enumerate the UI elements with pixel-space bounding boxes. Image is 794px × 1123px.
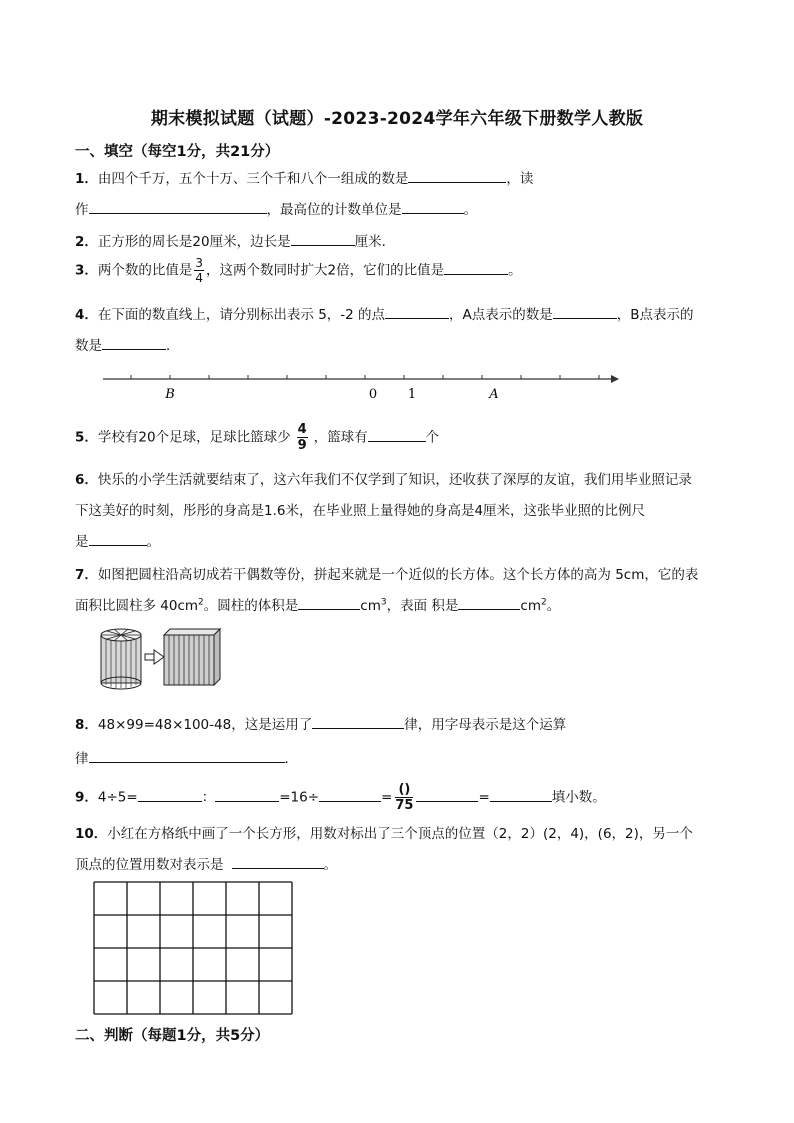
question-text: 厘米． [354, 234, 396, 250]
grid-paper-figure [93, 881, 295, 1017]
answer-blank[interactable] [490, 789, 552, 802]
fraction: $\frac{()}{75}$ [395, 782, 414, 813]
question-text: 。 [146, 534, 160, 550]
question-text: 是 [75, 534, 89, 550]
question-text: 在下面的数直线上，请分别标出表示 5，-2 的点 [97, 307, 386, 323]
answer-blank[interactable] [416, 789, 478, 802]
answer-blank[interactable] [385, 306, 449, 319]
question-7-line-2 [75, 594, 560, 614]
cylinder-shape [101, 629, 141, 689]
question-text: 学校有20个足球，足球比篮球少 [97, 429, 291, 446]
question-number: 8． [75, 717, 98, 733]
question-text: ． [284, 751, 298, 767]
question-text: 面积比圆柱多 40cm [75, 598, 199, 614]
question-6-line-3 [75, 530, 160, 550]
question-text: 顶点的位置用数对表示是 [75, 857, 224, 873]
question-5 [75, 423, 439, 452]
number-line-arrow [611, 375, 619, 383]
question-text: 。 [323, 857, 337, 873]
question-8-line-2 [75, 747, 298, 767]
label-1: 1 [407, 387, 417, 402]
question-text: 快乐的小学生活就要结束了，这六年我们不仅学到了知识，还收获了深厚的友谊，我们用毕业照记录 [97, 472, 692, 488]
number-line-figure [95, 365, 625, 405]
answer-blank[interactable] [89, 750, 285, 763]
question-text: cm [520, 598, 541, 614]
question-6-line-2: 下这美好的时刻，彤彤的身高是1.6米，在毕业照上量得她的身高是4厘米，这张毕业照的比例尺 [75, 503, 646, 519]
question-text: ，最高位的计数单位是 [266, 202, 402, 218]
question-8-line-1 [75, 713, 566, 733]
superscript: 2 [198, 597, 204, 608]
question-number: 1． [75, 171, 98, 187]
question-number: 9． [75, 789, 98, 806]
question-number: 3． [75, 262, 98, 279]
question-text: ，A点表示的数是 [449, 307, 553, 323]
answer-blank[interactable] [298, 597, 360, 610]
page-title: 期末模拟试题（试题）-2023-2024学年六年级下册数学人教版 [150, 109, 644, 129]
superscript: 3 [380, 597, 387, 608]
label-b: B [165, 387, 175, 402]
question-number: 4． [75, 307, 98, 323]
answer-blank[interactable] [458, 597, 520, 610]
question-6-line-1 [75, 468, 692, 488]
question-text: 。圆柱的体积是 [203, 598, 299, 614]
question-text: 律，用字母表示是这个运算 [404, 717, 567, 733]
label-a: A [489, 387, 499, 402]
question-1-line-2 [75, 198, 477, 218]
answer-blank[interactable] [319, 789, 381, 802]
question-4-line-2 [75, 334, 180, 354]
question-4-line-1 [75, 303, 694, 323]
question-number: 2． [75, 234, 98, 250]
question-text: 4÷5= [97, 789, 138, 806]
label-0: 0 [368, 387, 378, 402]
question-text: ，这两个数同时扩大2倍，它们的比值是 [206, 262, 445, 279]
question-text: 正方形的周长是20厘米，边长是 [97, 234, 291, 250]
fraction: $\frac{4}{9}$ [297, 422, 307, 453]
question-text: 如图把圆柱沿高切成若干偶数等份，拼起来就是一个近似的长方体。这个长方体的高为 5cm，它的表 [97, 567, 699, 583]
question-10-line-2 [75, 853, 337, 873]
question-text: ，读 [506, 171, 534, 187]
answer-blank[interactable] [553, 306, 617, 319]
question-text: 填小数。 [551, 789, 606, 806]
question-number: 5． [75, 429, 98, 446]
question-text: 。 [463, 202, 477, 218]
answer-blank[interactable] [102, 337, 166, 350]
question-number: 10． [75, 826, 108, 842]
question-3 [75, 257, 522, 284]
question-text: ，表面 积是 [386, 598, 459, 614]
question-text: ： [201, 789, 216, 806]
question-text: 两个数的比值是 [97, 262, 193, 279]
answer-blank[interactable] [402, 201, 464, 214]
question-text: =16÷ [279, 789, 320, 806]
answer-blank[interactable] [368, 429, 426, 442]
question-9 [75, 783, 606, 812]
answer-blank[interactable] [138, 789, 202, 802]
cylinder-to-cuboid-figure [98, 625, 228, 695]
arrow-icon [145, 650, 164, 664]
question-text: 小红在方格纸中画了一个长方形，用数对标出了三个顶点的位置（2，2）(2，4)，(6，2)，另一个 [107, 826, 693, 842]
answer-blank[interactable] [215, 789, 279, 802]
question-text: 。 [508, 262, 522, 279]
question-text: 由四个千万，五个十万、三个千和八个一组成的数是 [97, 171, 409, 187]
question-number: 6． [75, 472, 98, 488]
answer-blank[interactable] [312, 716, 404, 729]
question-text: 律 [75, 751, 89, 767]
answer-blank[interactable] [291, 233, 355, 246]
question-text: = [478, 789, 490, 806]
question-text: cm [360, 598, 381, 614]
question-text: ，B点表示的 [616, 307, 694, 323]
answer-blank[interactable] [89, 201, 267, 214]
cuboid-shape [164, 629, 220, 685]
answer-blank[interactable] [408, 170, 506, 183]
section-heading-fill-blank: 一、填空（每空1分，共21分） [75, 144, 280, 160]
question-text: 作 [75, 202, 89, 218]
section-heading-true-false: 二、判断（每题1分，共5分） [75, 1028, 270, 1044]
question-text: ． [166, 338, 180, 354]
question-text: 48×99=48×100-48，这是运用了 [97, 717, 313, 733]
question-1-line-1 [75, 167, 533, 187]
question-text: 数是 [75, 338, 102, 354]
question-2 [75, 230, 395, 250]
question-text: 。 [546, 598, 561, 614]
fraction: $\frac{3}{4}$ [195, 256, 204, 285]
question-text: ，篮球有 [313, 429, 368, 446]
question-number: 7． [75, 567, 98, 583]
question-7-line-1 [75, 563, 698, 583]
question-text: 个 [425, 429, 440, 446]
superscript: 2 [540, 597, 547, 608]
question-text: = [381, 789, 393, 806]
question-10-line-1 [75, 822, 693, 842]
answer-blank[interactable] [232, 856, 324, 869]
answer-blank[interactable] [444, 262, 508, 275]
answer-blank[interactable] [89, 533, 147, 546]
